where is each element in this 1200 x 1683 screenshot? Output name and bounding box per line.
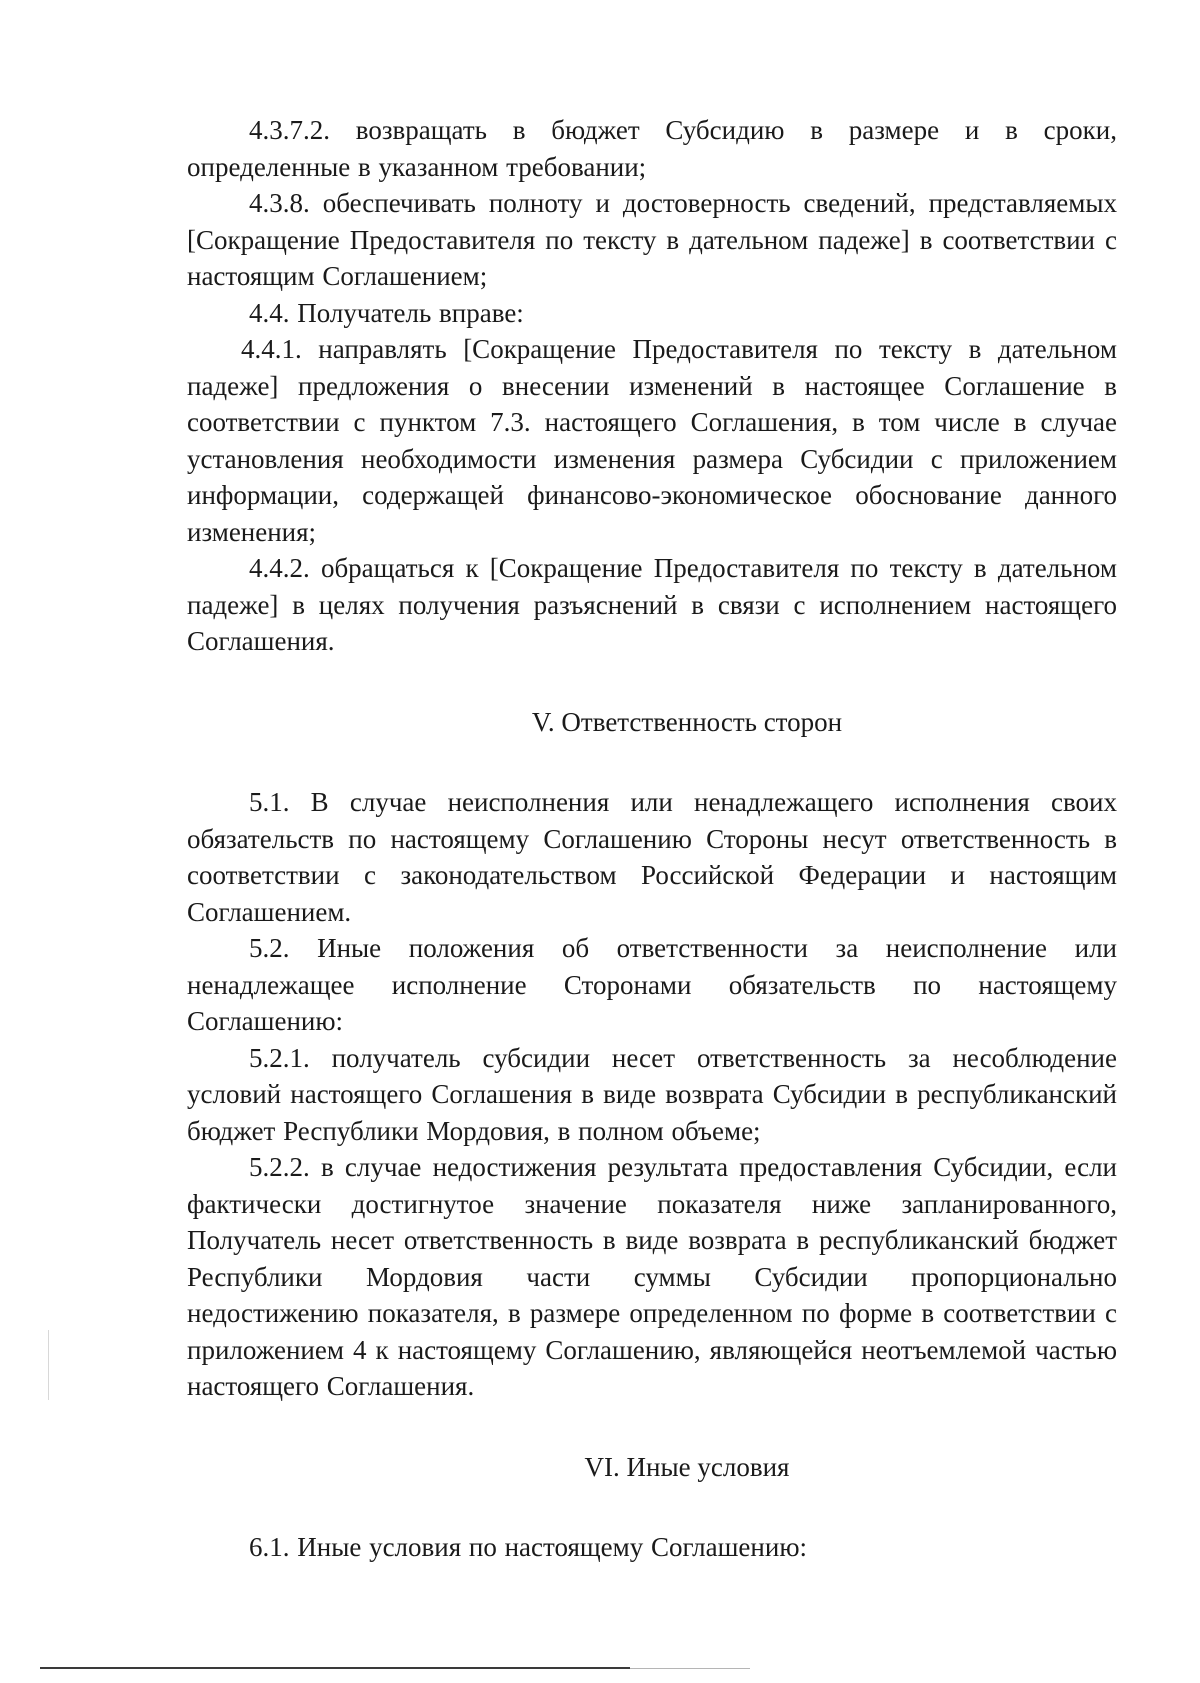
- paragraph-5-2-2: 5.2.2. в случае недостижения результата предоставления Субсидии, если фактически достигнутое значение показателя ниже запланированного, Получатель несет ответственность в виде возврата в республиканский бюджет Республики Мордовия части суммы Субсидии пропорционально недостижению показателя, в размере определенном по форме в соответствии с приложением 4 к настоящему Соглашению, являющейся неотъемлемой частью настоящего Соглашения.: [187, 1152, 1117, 1401]
- paragraph-5-1: 5.1. В случае неисполнения или ненадлежащего исполнения своих обязательств по настоящему Соглашению Стороны несут ответственность в соответствии с законодательством Российской Федерации и настоящим Соглашением.: [187, 787, 1117, 927]
- paragraph-6-1: 6.1. Иные условия по настоящему Соглашению:: [249, 1532, 807, 1562]
- footer-rule-faint: [630, 1668, 750, 1669]
- scan-artifact: [48, 1330, 49, 1400]
- section-heading-6: VI. Иные условия: [584, 1451, 790, 1482]
- section-heading-5: V. Ответственность сторон: [531, 706, 843, 737]
- paragraph-5-2-1: 5.2.1. получатель субсидии несет ответственность за несоблюдение условий настоящего Соглашения в виде возврата Субсидии в республиканский бюджет Республики Мордовия, в полном объеме;: [187, 1042, 1117, 1146]
- paragraph-4-4-2: 4.4.2. обращаться к [Сокращение Предоставителя по тексту в дательном падеже] в целях получения разъяснений в связи с исполнением настоящего Соглашения.: [187, 553, 1117, 656]
- paragraph-4-4: 4.4. Получатель вправе:: [249, 297, 524, 328]
- spacer: [187, 1485, 1117, 1529]
- paragraph-4-4-1: 4.4.1. направлять [Сокращение Предоставителя по тексту в дательном падеже] предложения о внесении изменений в настоящее Соглашение в соответствии с пунктом 7.3. настоящего Соглашения, в том числе в случае установления необходимости изменения размера Субсидии с приложением информации, содержащей финансово-экономическое обоснование данного изменения;: [187, 334, 1117, 547]
- document-body: [187, 112, 1117, 1566]
- spacer: [187, 740, 1117, 784]
- spacer: [187, 660, 1117, 704]
- paragraph-4-3-8: 4.3.8. обеспечивать полноту и достоверность сведений, представляемых [Сокращение Предоставителя по тексту в дательном падеже] в соответствии с настоящим Соглашением;: [187, 188, 1117, 291]
- footer-rule: [40, 1667, 630, 1669]
- spacer: [187, 1405, 1117, 1449]
- paragraph-4-3-7-2: 4.3.7.2. возвращать в бюджет Субсидию в размере и в сроки, определенные в указанном требовании;: [187, 115, 1117, 182]
- paragraph-5-2: 5.2. Иные положения об ответственности за неисполнение или ненадлежащее исполнение Сторонами обязательств по настоящему Соглашению:: [187, 933, 1117, 1036]
